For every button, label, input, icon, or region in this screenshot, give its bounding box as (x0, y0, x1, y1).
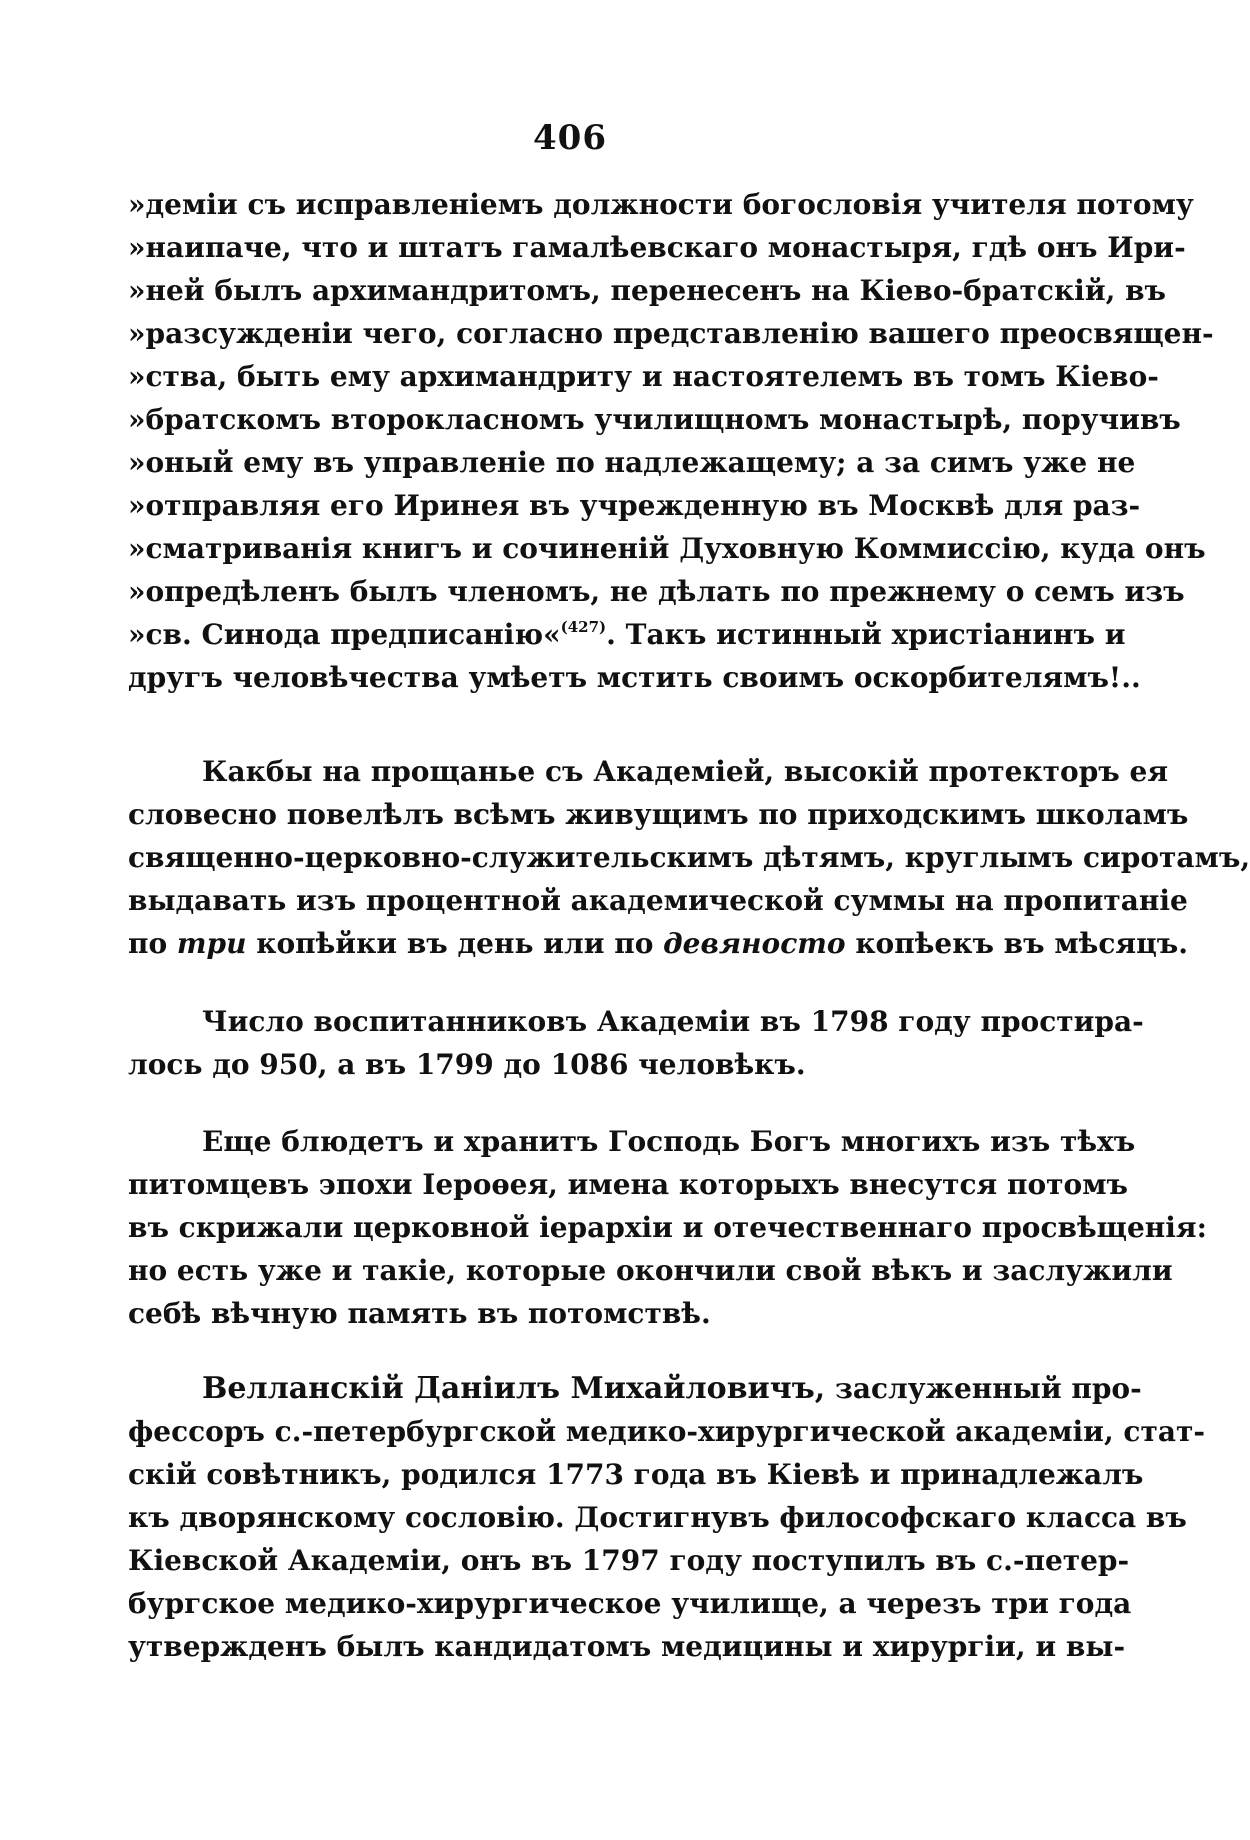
text-fragment: заслуженный про- (825, 1372, 1142, 1405)
text-line: себѣ вѣчную память въ потомствѣ. (128, 1297, 711, 1330)
italic-fragment: три (176, 927, 247, 960)
text-line: словесно повелѣлъ всѣмъ живущимъ по приходскимъ школамъ (128, 798, 1189, 831)
paragraph-biography (128, 1367, 1205, 1668)
text-line-mixed (128, 922, 1189, 965)
text-line: скій совѣтникъ, родился 1773 года въ Кіевѣ и принадлежалъ (128, 1458, 1144, 1491)
text-line: »опредѣленъ былъ членомъ, не дѣлать по прежнему о семъ изъ (128, 575, 1185, 608)
text-line: въ скрижали церковной іерархіи и отечественнаго просвѣщенія: (128, 1211, 1207, 1244)
text-fragment: »св. Синода предписанію« (128, 618, 561, 651)
text-line: Какбы на прощанье съ Академіей, высокій протекторъ ея (202, 755, 1168, 788)
text-line-with-name (128, 1367, 1142, 1410)
italic-fragment: девяносто (663, 927, 846, 960)
text-fragment: копѣйки въ день или по (246, 927, 664, 960)
text-line: »братскомъ второкласномъ училищномъ монастырѣ, поручивъ (128, 403, 1181, 436)
text-line: выдавать изъ процентной академической суммы на пропитаніе (128, 884, 1188, 917)
text-line: къ дворянскому сословію. Достигнувъ философскаго класса въ (128, 1501, 1187, 1534)
text-line: »наипаче, что и штатъ гамалѣевскаго монастыря, гдѣ онъ Ири- (128, 231, 1186, 264)
paragraph-quote (128, 183, 1214, 699)
paragraph-students-count (128, 1000, 1144, 1086)
text-line-with-footnote (128, 613, 1126, 656)
text-line: Кіевской Академіи, онъ въ 1797 году поступилъ въ с.-петер- (128, 1544, 1130, 1577)
text-line: Еще блюдетъ и хранитъ Господь Богъ многихъ изъ тѣхъ (202, 1125, 1136, 1158)
person-name: Велланскій Даніилъ Михайловичъ, (202, 1371, 826, 1406)
text-line: священно-церковно-служительскимъ дѣтямъ, круглымъ сиротамъ, (128, 841, 1250, 874)
text-line: »ней былъ архимандритомъ, перенесенъ на Кіево-братскій, въ (128, 274, 1167, 307)
text-fragment: . Такъ истинный христіанинъ и (606, 618, 1126, 651)
text-line: бургское медико-хирургическое училище, а черезъ три года (128, 1587, 1132, 1620)
text-fragment: по (128, 927, 177, 960)
text-line: »оный ему въ управленіе по надлежащему; а за симъ уже не (128, 446, 1136, 479)
text-line: но есть уже и такіе, которые окончили свой вѣкъ и заслужили (128, 1254, 1173, 1287)
text-line: »отправляя его Иринея въ учрежденную въ Москвѣ для раз- (128, 489, 1141, 522)
text-line: Число воспитанниковъ Академіи въ 1798 году простира- (202, 1005, 1144, 1038)
text-line: утвержденъ былъ кандидатомъ медицины и хирургіи, и вы- (128, 1630, 1126, 1663)
text-line: питомцевъ эпохи Іероѳея, имена которыхъ внесутся потомъ (128, 1168, 1128, 1201)
footnote-reference: (427) (560, 618, 607, 636)
text-line: »разсужденіи чего, согласно представленію вашего преосвящен- (128, 317, 1214, 350)
text-line: другъ человѣчества умѣетъ мстить своимъ оскорбителямъ!.. (128, 661, 1141, 694)
paragraph-farewell (128, 750, 1250, 965)
text-fragment: копѣекъ въ мѣсяцъ. (845, 927, 1189, 960)
text-line: лось до 950, а въ 1799 до 1086 человѣкъ. (128, 1048, 806, 1081)
paragraph-alumni (128, 1120, 1207, 1335)
text-line: »ства, быть ему архимандриту и настоятелемъ въ томъ Кіево- (128, 360, 1159, 393)
text-line: »сматриванія книгъ и сочиненій Духовную Коммиссію, куда онъ (128, 532, 1206, 565)
page-number: 406 (533, 118, 607, 158)
text-line: »деміи съ исправленіемъ должности богословія учителя потому (128, 188, 1194, 221)
text-line: фессоръ с.-петербургской медико-хирургической академіи, стат- (128, 1415, 1205, 1448)
